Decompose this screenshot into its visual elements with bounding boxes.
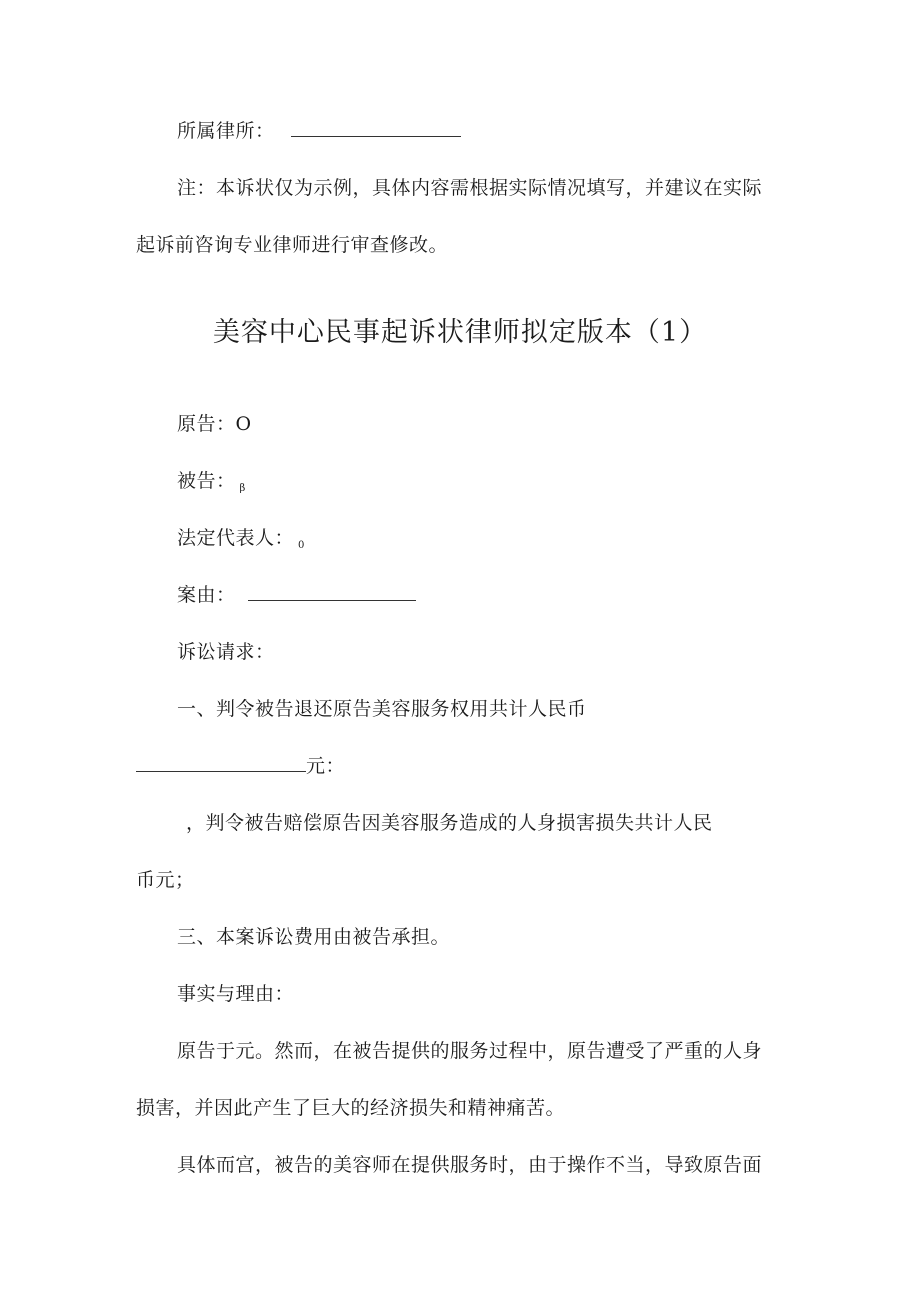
- legal-rep-line: [177, 525, 305, 559]
- cause-blank: [248, 582, 416, 601]
- defendant-value: β: [239, 483, 246, 494]
- cause-label: 案由：: [177, 584, 236, 606]
- document-title: 美容中心民事起诉状律师拟定版本（1）: [212, 317, 708, 348]
- legal-rep-label: 法定代表人：: [177, 527, 295, 549]
- claim-1-line-1: 一、判令被告退还原告美容服务权用共计人民币: [177, 698, 587, 720]
- legal-rep-value: 0: [298, 540, 305, 551]
- claim-3: 三、本案诉讼费用由被告承担。: [177, 926, 451, 948]
- law-firm-label: 所属律所：: [177, 120, 275, 142]
- defendant-label: 被告：: [177, 470, 236, 492]
- facts-heading: 事实与理由：: [177, 983, 295, 1005]
- claim-1-amount-blank: [136, 753, 306, 772]
- plaintiff-label: 原告：: [177, 413, 236, 435]
- facts-p1-line-1: 原告于元。然而，在被告提供的服务过程中，原告遭受了严重的人身: [177, 1040, 763, 1062]
- claim-2-line-1: ，判令被告赔偿原告因美容服务造成的人身损害损失共计人民: [186, 812, 713, 834]
- claim-1-suffix: 元：: [306, 755, 346, 777]
- plaintiff-value: O: [235, 413, 252, 435]
- defendant-line: [177, 468, 246, 502]
- note-line-1: 注：本诉状仅为示例，具体内容需根据实际情况填写，并建议在实际: [177, 177, 763, 199]
- claims-heading: 诉讼请求：: [177, 641, 275, 663]
- claim-2-line-2: 币元；: [136, 869, 195, 891]
- cause-line: [177, 582, 416, 608]
- facts-p1-line-2: 损害，并因此产生了巨大的经济损失和精神痛苦。: [136, 1097, 566, 1119]
- facts-p2-line-1: 具体而宫，被告的美容师在提供服务时，由于操作不当，导致原告面: [177, 1154, 763, 1176]
- plaintiff-line: [177, 411, 252, 437]
- claim-1-line-2: [136, 753, 345, 779]
- note-line-2: 起诉前咨询专业律师进行审查修改。: [136, 234, 449, 256]
- law-firm-blank: [291, 118, 461, 137]
- law-firm-line: [177, 118, 461, 144]
